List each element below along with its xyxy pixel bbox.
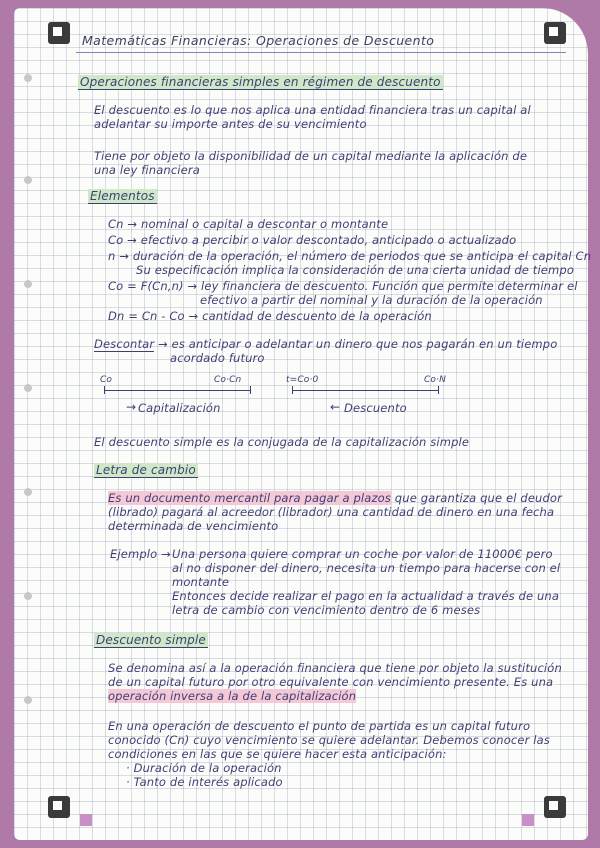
final-line: conocido (Cn) cuyo vencimiento se quiere adelantar. Debemos conocer las — [108, 733, 550, 747]
descuento-line: Se denomina así a la operación financiera que tiene por objeto la sustitución — [108, 661, 562, 675]
ejemplo-line: Entonces decide realizar el pago en la actualidad a través de una — [172, 589, 560, 603]
arrow-right-icon: → — [126, 400, 137, 414]
ejemplo-line: Una persona quiere comprar un coche por valor de 11000€ pero — [172, 547, 553, 561]
element-line: Cn → nominal o capital a descontar o montante — [108, 217, 389, 231]
binder-hole — [24, 74, 32, 82]
element-line: Co → efectivo a percibir o valor descontado, anticipado o actualizado — [108, 233, 517, 247]
header-rule — [76, 52, 566, 53]
binder-hole — [24, 696, 32, 704]
ejemplo-line: letra de cambio con vencimiento dentro de 6 meses — [172, 603, 481, 617]
binder-hole — [24, 488, 32, 496]
bullet-item: · Tanto de interés aplicado — [126, 775, 283, 789]
bottom-right-pink-square — [522, 814, 534, 826]
letra-line: determinada de vencimiento — [108, 519, 279, 533]
top-right-corner-mark — [544, 22, 566, 44]
bullet-item: · Duración de la operación — [126, 761, 282, 775]
binder-hole — [24, 176, 32, 184]
final-line: condiciones en las que se quiere hacer esta anticipación: — [108, 747, 447, 761]
binder-hole — [24, 384, 32, 392]
axis-tick — [438, 386, 439, 394]
descuento-simple-heading: Descuento simple — [96, 633, 206, 647]
elementos-heading: Elementos — [90, 189, 155, 203]
element-line: Su especificación implica la consideración de una cierta unidad de tiempo — [136, 263, 575, 277]
axis-tick — [104, 386, 105, 394]
diagram-label: Co·N — [424, 375, 446, 385]
ejemplo-label: Ejemplo → — [110, 547, 171, 561]
descuento-line: de un capital futuro por otro equivalente con vencimiento presente. Es una — [108, 675, 554, 689]
binder-hole — [24, 280, 32, 288]
capitalization-axis — [104, 390, 250, 391]
notebook-page — [14, 8, 592, 840]
final-line: En una operación de descuento el punto de partida es un capital futuro — [108, 719, 531, 733]
statement-line: El descuento simple es la conjugada de la capitalización simple — [94, 435, 470, 449]
element-line: n → duración de la operación, el número de periodos que se anticipa el capital Cn — [108, 249, 592, 263]
diagram-label: Co — [100, 375, 113, 385]
discount-axis — [292, 390, 438, 391]
element-line: Co = F(Cn,n) → ley financiera de descuento. Función que permite determinar el — [108, 279, 578, 293]
descontar-term: Descontar — [94, 337, 155, 351]
descuento-line: operación inversa a la de la capitalización — [108, 689, 357, 703]
element-line: efectivo a partir del nominal y la duración de la operación — [200, 293, 543, 307]
axis-tick — [250, 386, 251, 394]
paragraph-line: El descuento es lo que nos aplica una entidad financiera tras un capital al — [94, 103, 531, 117]
binder-hole — [24, 592, 32, 600]
paragraph-line: una ley financiera — [94, 163, 200, 177]
bottom-left-pink-square — [80, 814, 92, 826]
page-title: Matemáticas Financieras: Operaciones de Descuento — [82, 33, 435, 48]
arrow-left-icon: ← — [330, 400, 341, 414]
diagram-label: Co·Cn — [214, 375, 242, 385]
letra-heading: Letra de cambio — [96, 463, 196, 477]
bottom-left-corner-mark — [48, 796, 70, 818]
paragraph-line: Tiene por objeto la disponibilidad de un capital mediante la aplicación de — [94, 149, 528, 163]
element-line: Dn = Cn - Co → cantidad de descuento de la operación — [108, 309, 432, 323]
diagram-label: t=Co·0 — [286, 375, 319, 385]
paragraph-line: adelantar su importe antes de su vencimiento — [94, 117, 367, 131]
letra-line: (librado) pagará al acreedor (librador) una cantidad de dinero en una fecha — [108, 505, 555, 519]
ejemplo-line: al no disponer del dinero, necesita un tiempo para hacerse con el — [172, 561, 561, 575]
top-left-corner-mark — [48, 22, 70, 44]
ejemplo-line: montante — [172, 575, 230, 589]
axis-tick — [292, 386, 293, 394]
letra-line: Es un documento mercantil para pagar a plazos que garantiza que el deudor — [108, 491, 563, 505]
bottom-right-corner-mark — [544, 796, 566, 818]
diagram-caption: Descuento — [344, 401, 407, 415]
descontar-definition: → es anticipar o adelantar un dinero que nos pagarán en un tiempo — [158, 337, 558, 351]
section-title: Operaciones financieras simples en régimen de descuento — [80, 75, 441, 89]
diagram-caption: Capitalización — [138, 401, 221, 415]
descontar-definition: acordado futuro — [170, 351, 265, 365]
